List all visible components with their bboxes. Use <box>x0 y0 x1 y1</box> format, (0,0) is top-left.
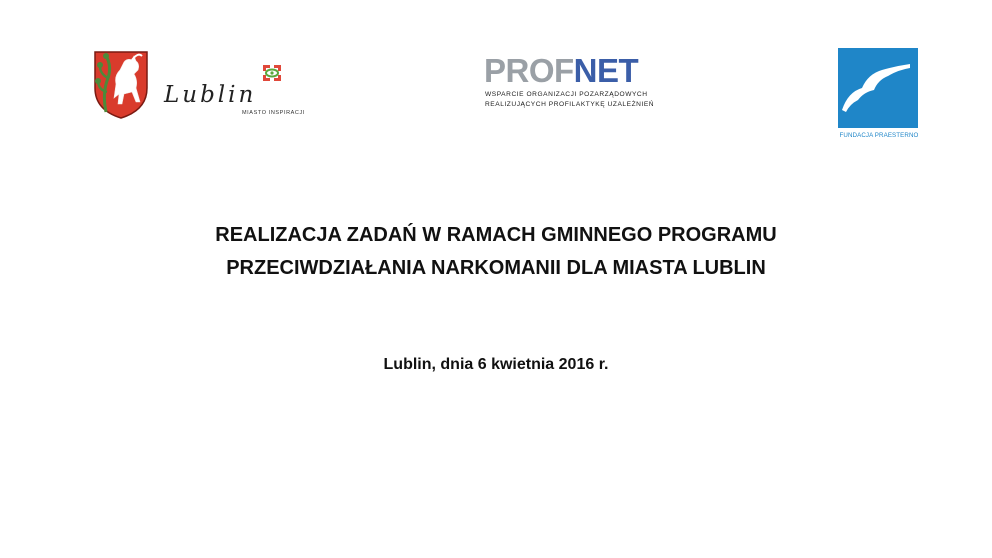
profnet-tagline-1: WSPARCIE ORGANIZACJI POZARZĄDOWYCH <box>485 91 648 98</box>
lublin-inspiration-mark-icon <box>260 62 284 84</box>
profnet-logo <box>484 52 666 116</box>
profnet-wordmark <box>484 54 638 88</box>
praesterno-label: FUNDACJA PRAESTERNO <box>839 132 919 139</box>
slide-title-line-1: REALIZACJA ZADAŃ W RAMACH GMINNEGO PROGRAMU <box>215 224 777 246</box>
praesterno-logo <box>838 48 920 143</box>
slide-date: Lublin, dnia 6 kwietnia 2016 r. <box>383 356 609 373</box>
lublin-tagline: MIASTO INSPIRACJI <box>242 110 305 116</box>
slide-title-line-2: PRZECIWDZIAŁANIA NARKOMANII DLA MIASTA LUBLIN <box>226 257 766 279</box>
lublin-wordmark-text: Lublin <box>164 82 257 108</box>
lublin-coat-of-arms-icon <box>92 48 150 120</box>
lublin-logo <box>92 48 306 122</box>
lublin-wordmark <box>158 60 308 120</box>
profnet-net-text: NET <box>573 52 639 89</box>
praesterno-wing-icon <box>838 48 918 128</box>
profnet-tagline-2: REALIZUJĄCYCH PROFILAKTYKĘ UZALEŻNIEŃ <box>485 101 655 108</box>
profnet-prof-text: PROF <box>484 52 574 89</box>
